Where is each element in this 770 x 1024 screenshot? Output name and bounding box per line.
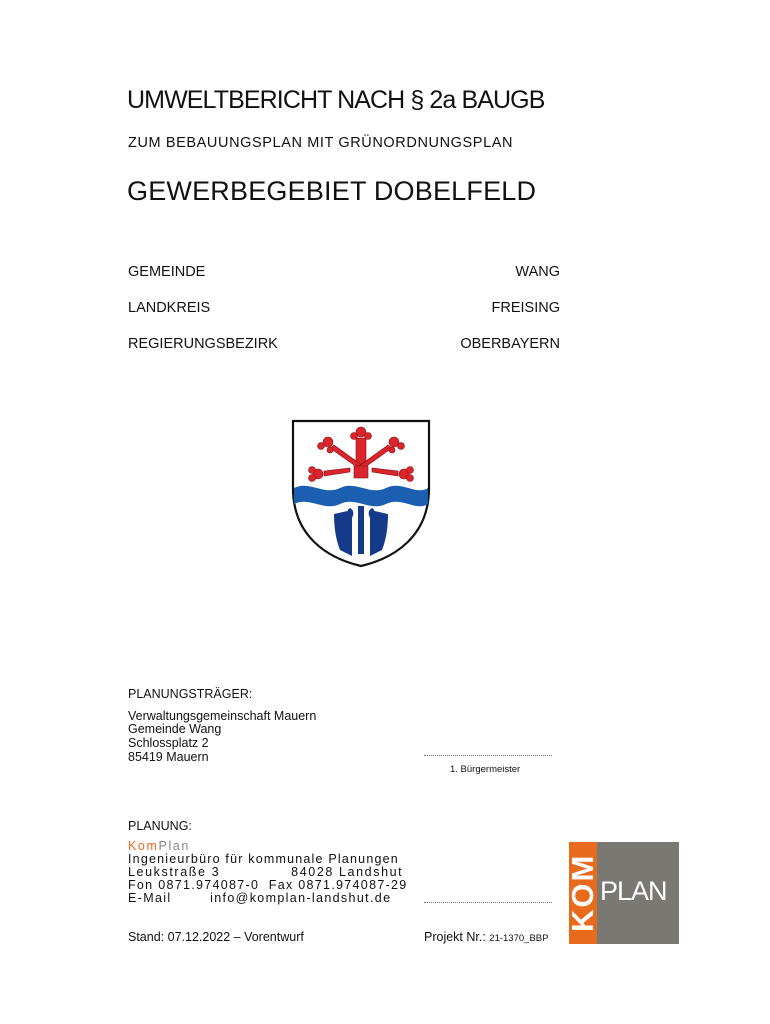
carrier-line: 85419 Mauern <box>128 750 209 764</box>
admin-label-regierungsbezirk: REGIERUNGSBEZIRK <box>128 336 278 352</box>
planning-line: Ingenieurbüro für kommunale Planungen <box>128 852 399 866</box>
signature-line <box>424 902 552 903</box>
project-number-value: 21-1370_BBP <box>489 933 549 944</box>
project-number <box>424 930 548 944</box>
planning-line: Leukstraße 3 84028 Landshut <box>128 865 404 879</box>
carrier-line: Verwaltungsgemeinschaft Mauern <box>128 709 317 723</box>
carrier-line: Schlossplatz 2 <box>128 736 209 750</box>
project-number-label: Projekt Nr.: <box>424 930 490 944</box>
admin-value-regierungsbezirk: OBERBAYERN <box>460 336 560 352</box>
logo-plan-text: PLAN <box>600 876 667 906</box>
document-status: Stand: 07.12.2022 – Vorentwurf <box>128 930 304 944</box>
planning-line: E-Mail info@komplan-landshut.de <box>128 891 392 905</box>
admin-label-gemeinde: GEMEINDE <box>128 264 206 280</box>
brand-plan: Plan <box>158 839 190 853</box>
planning-line: Fon 0871.974087-0 Fax 0871.974087-29 <box>128 878 408 892</box>
logo-kom-text: KOM <box>565 853 600 932</box>
signature-caption: 1. Bürgermeister <box>450 764 521 775</box>
admin-value-landkreis: FREISING <box>491 300 560 316</box>
coat-of-arms-icon <box>290 418 432 568</box>
carrier-line: Gemeinde Wang <box>128 722 222 736</box>
admin-value-gemeinde: WANG <box>515 264 560 280</box>
planning-heading: PLANUNG: <box>128 819 192 833</box>
document-title: UMWELTBERICHT NACH § 2a BAUGB <box>127 86 545 114</box>
admin-label-landkreis: LANDKREIS <box>128 300 211 316</box>
project-name: GEWERBEGEBIET DOBELFELD <box>127 176 537 206</box>
brand-kom: Kom <box>128 839 159 853</box>
komplan-logo <box>565 842 679 944</box>
signature-line <box>424 755 552 756</box>
document-subtitle: ZUM BEBAUUNGSPLAN MIT GRÜNORDNUNGSPLAN <box>128 135 514 151</box>
carrier-heading: PLANUNGSTRÄGER: <box>128 687 253 701</box>
